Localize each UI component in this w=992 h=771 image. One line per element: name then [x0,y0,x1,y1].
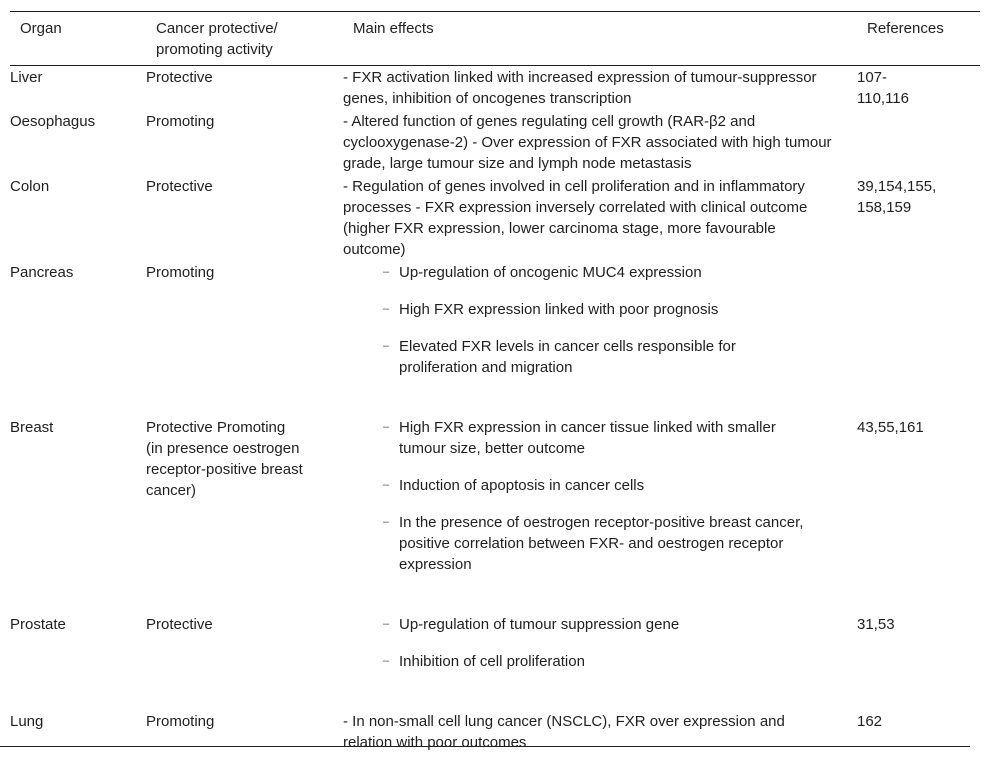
cell-organ: Breast [10,419,54,436]
table-bottom-rule [0,746,970,747]
cell-references: 162 [857,713,883,730]
list-item: – Up-regulation of tumour suppression gene [383,616,680,633]
list-item: – Up-regulation of oncogenic MUC4 expression [383,264,702,281]
cell-activity: Promoting [146,113,215,130]
cell-organ: Colon [10,178,50,195]
dash-bullet: – [383,655,390,667]
cell-activity: Protective Promoting (in presence oestrogen receptor-positive breast cancer) [146,419,303,499]
cell-organ: Prostate [10,616,66,633]
dash-bullet: – [383,618,390,630]
cell-effects: - In non-small cell lung cancer (NSCLC), FXR over expression and relation with poor outcomes [343,713,785,751]
list-item: – High FXR expression in cancer tissue linked with smaller tumour size, better outcome [383,419,776,457]
cell-references: 107-110,116 [857,69,909,107]
cell-references: 31,53 [857,616,895,633]
cell-references: 39,154,155, 158,159 [857,178,937,216]
list-item: – In the presence of oestrogen receptor-positive breast cancer, positive correlation between FXR- and oestrogen receptor expression [383,514,804,573]
cell-organ: Lung [10,713,44,730]
list-item: – Elevated FXR levels in cancer cells responsible for proliferation and migration [383,338,736,376]
header-effects: Main effects [353,20,434,37]
dash-bullet: – [383,340,390,352]
cell-effects: - FXR activation linked with increased expression of tumour-suppressor genes, inhibition of oncogenes transcription [343,69,817,107]
cell-activity: Protective [146,178,213,195]
cell-activity: Protective [146,616,213,633]
cell-organ: Liver [10,69,43,86]
dash-bullet: – [383,303,390,315]
cell-organ: Oesophagus [10,113,96,130]
cell-activity: Promoting [146,713,215,730]
cell-activity: Protective [146,69,213,86]
cell-activity: Promoting [146,264,215,281]
header-activity: Cancer protective/ promoting activity [156,20,278,58]
dash-bullet: – [383,266,390,278]
cell-effects: - Regulation of genes involved in cell proliferation and in inflammatory processes - FXR expression inversely correlated with clinical outcome (higher FXR expression, lower carcinoma stage, more favourable outcome) [343,178,808,258]
cell-references: 43,55,161 [857,419,924,436]
dash-bullet: – [383,479,390,491]
fxr-cancer-table [10,11,980,66]
header-organ: Organ [20,20,62,37]
list-item: – Inhibition of cell proliferation [383,653,585,670]
header-references: References [867,20,944,37]
cell-effects: - Altered function of genes regulating cell growth (RAR-β2 and cyclooxygenase-2) - Over expression of FXR associated with high tumour grade, large tumour size and lymph node metastasis [343,113,832,172]
list-item: – High FXR expression linked with poor prognosis [383,301,719,318]
dash-bullet: – [383,516,390,528]
table-header [10,12,980,66]
cell-organ: Pancreas [10,264,74,281]
dash-bullet: – [383,421,390,433]
list-item: – Induction of apoptosis in cancer cells [383,477,645,494]
